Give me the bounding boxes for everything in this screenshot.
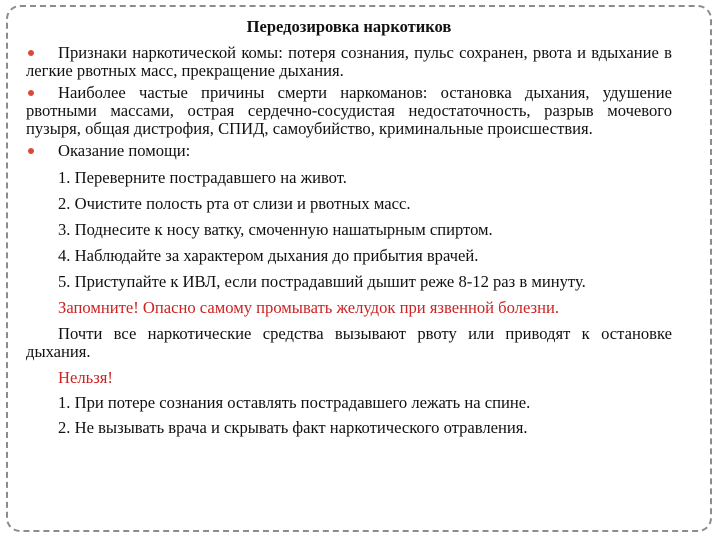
bullet-dot-icon	[28, 90, 34, 96]
bullet-dot-icon	[28, 148, 34, 154]
warning-text: Запомните! Опасно самому промывать желудок при язвенной болезни.	[58, 298, 559, 317]
step-4: 4. Наблюдайте за характером дыхания до прибытия врачей.	[58, 246, 479, 265]
slide-title: Передозировка наркотиков	[246, 17, 452, 36]
bullet-text: Оказание помощи:	[58, 141, 191, 160]
forbidden-heading: Нельзя!	[58, 368, 113, 387]
step-3: 3. Поднесите к носу ватку, смоченную нашатырным спиртом.	[58, 220, 493, 239]
forbidden-item-1: 1. При потере сознания оставлять пострадавшего лежать на спине.	[58, 393, 531, 412]
slide-content	[26, 18, 672, 444]
bullet-text: Признаки наркотической комы: потеря сознания, пульс сохранен, рвота и вдыхание в легкие рвотных масс, прекращение дыхания.	[26, 43, 672, 80]
bullet-dot-icon	[28, 50, 34, 56]
bullet-first-aid	[26, 142, 672, 160]
bullet-coma-signs	[26, 44, 672, 80]
bullet-death-causes	[26, 84, 672, 138]
bullet-text: Наиболее частые причины смерти наркоманов: остановка дыхания, удушение рвотными массами, острая сердечно-сосудистая недостаточность, разрыв мочевого пузыря, общая дистрофия, СПИД, самоубийство, криминальные происшествия.	[26, 83, 672, 138]
step-1: 1. Переверните пострадавшего на живот.	[58, 168, 347, 187]
step-5: 5. Приступайте к ИВЛ, если пострадавший дышит реже 8-12 раз в минуту.	[58, 272, 586, 291]
step-2: 2. Очистите полость рта от слизи и рвотных масс.	[58, 194, 411, 213]
note-text: Почти все наркотические средства вызывают рвоту или приводят к остановке дыхания.	[26, 324, 672, 361]
forbidden-item-2: 2. Не вызывать врача и скрывать факт наркотического отравления.	[58, 418, 528, 437]
